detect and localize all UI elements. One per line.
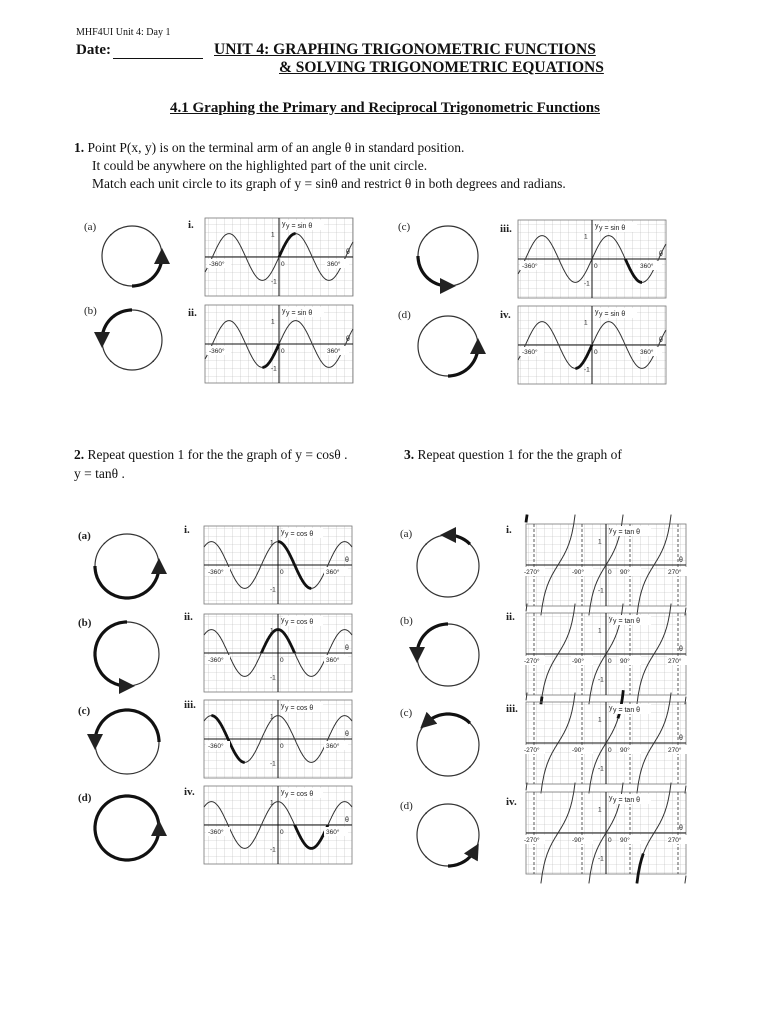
tick-label: -270° bbox=[524, 747, 540, 754]
circle-tick bbox=[110, 234, 112, 236]
tick-neg: -360° bbox=[208, 743, 224, 750]
q2-circle-c bbox=[95, 710, 159, 774]
tick-neg: -360° bbox=[208, 569, 224, 576]
axis-theta-label: θ bbox=[659, 251, 663, 258]
circle-tick bbox=[425, 543, 427, 545]
tick-one: 1 bbox=[598, 627, 602, 635]
highlighted-arc bbox=[426, 714, 470, 723]
tick-zero: 0 bbox=[281, 261, 285, 268]
q3-graph-label-i: i. bbox=[506, 524, 512, 536]
circle-tick bbox=[425, 766, 427, 768]
tick-label: -90° bbox=[572, 747, 584, 754]
q2-graph-label-ii: ii. bbox=[184, 611, 193, 623]
highlighted-arc bbox=[448, 346, 478, 376]
q2-circle-b bbox=[95, 622, 159, 686]
q3-circle-d bbox=[417, 804, 479, 866]
tick-pos: 360° bbox=[326, 743, 340, 750]
graph-title: y = sin θ bbox=[286, 310, 313, 317]
axis-theta-label: θ bbox=[346, 336, 350, 343]
graph-title: y = tan θ bbox=[613, 797, 641, 804]
axis-y-label: y bbox=[609, 616, 613, 623]
q3-circle-c bbox=[417, 714, 479, 776]
q3-circle-label-c: (c) bbox=[400, 707, 413, 719]
graph-title: y = tan θ bbox=[613, 707, 641, 714]
q2-graph-label-iii: iii. bbox=[184, 699, 196, 711]
q1-graph-ii bbox=[205, 305, 353, 383]
circle-tick bbox=[149, 543, 151, 545]
tick-one: 1 bbox=[270, 539, 274, 547]
tick-minus-one: -1 bbox=[584, 366, 590, 374]
tick-zero: 0 bbox=[594, 349, 598, 356]
q1-line3: Match each unit circle to its graph of y = sinθ and restrict θ in both degrees and radians. bbox=[92, 176, 566, 191]
axis-theta-label: θ bbox=[346, 249, 350, 256]
axis-theta-label: θ bbox=[679, 557, 683, 564]
q1-graph-label-ii: ii. bbox=[188, 307, 197, 319]
section-title: 4.1 Graphing the Primary and Reciprocal Trigonometric Functions bbox=[170, 100, 600, 116]
q3-graph-iv bbox=[523, 783, 689, 884]
tick-label: 90° bbox=[620, 569, 630, 576]
q2-circle-a bbox=[95, 534, 159, 598]
axis-theta-label: θ bbox=[679, 735, 683, 742]
q2-graph-label-i: i. bbox=[184, 524, 190, 536]
tick-zero: 0 bbox=[280, 569, 284, 576]
tick-one: 1 bbox=[584, 319, 588, 327]
circle-tick bbox=[425, 676, 427, 678]
q1-circle-d bbox=[418, 316, 478, 376]
axis-y-label: y bbox=[281, 703, 285, 710]
axis-theta-label: θ bbox=[679, 825, 683, 832]
highlighted-arc bbox=[95, 566, 159, 598]
circle-tick bbox=[426, 234, 428, 236]
circle-tick bbox=[469, 587, 471, 589]
circle-tick bbox=[149, 764, 151, 766]
q3-graph-label-iv: iv. bbox=[506, 796, 517, 808]
q2-graph-iv bbox=[204, 786, 352, 864]
tick-pos: 360° bbox=[326, 829, 340, 836]
graph-title: y = cos θ bbox=[285, 619, 314, 626]
tick-label: 270° bbox=[668, 837, 682, 844]
tick-label: -90° bbox=[572, 569, 584, 576]
q1-graph-iii bbox=[518, 220, 666, 298]
q3-graph-i bbox=[523, 515, 689, 616]
axis-theta-label: θ bbox=[679, 646, 683, 653]
tick-zero: 0 bbox=[608, 658, 612, 665]
unit-title-prefix: UNIT 4 bbox=[214, 41, 265, 58]
q2-graph-iii bbox=[204, 700, 352, 778]
circle-tick bbox=[152, 234, 154, 236]
circle-tick bbox=[469, 766, 471, 768]
circle-tick bbox=[425, 812, 427, 814]
highlighted-arc bbox=[448, 851, 475, 867]
tick-zero: 0 bbox=[280, 829, 284, 836]
tick-label: 270° bbox=[668, 569, 682, 576]
tick-minus-one: -1 bbox=[270, 760, 276, 768]
tick-minus-one: -1 bbox=[270, 674, 276, 682]
tick-minus-one: -1 bbox=[598, 587, 604, 595]
circle-tick bbox=[426, 366, 428, 368]
tick-one: 1 bbox=[598, 538, 602, 546]
tick-pos: 360° bbox=[327, 348, 341, 355]
unit-title-line2: & SOLVING TRIGONOMETRIC EQUATIONS bbox=[279, 59, 604, 76]
circle-tick bbox=[469, 632, 471, 634]
tick-neg: -360° bbox=[209, 348, 225, 355]
tick-one: 1 bbox=[598, 806, 602, 814]
tick-one: 1 bbox=[271, 231, 275, 239]
axis-theta-label: θ bbox=[345, 557, 349, 564]
q1-circle-label-c: (c) bbox=[398, 221, 411, 233]
tick-zero: 0 bbox=[281, 348, 285, 355]
tick-label: 90° bbox=[620, 837, 630, 844]
graph-title: y = cos θ bbox=[285, 791, 314, 798]
tick-label: 270° bbox=[668, 747, 682, 754]
q2-circle-label-b: (b) bbox=[78, 617, 92, 629]
circle-tick bbox=[468, 234, 470, 236]
tick-pos: 360° bbox=[327, 261, 341, 268]
highlighted-arc bbox=[418, 256, 448, 286]
q1-graph-label-iii: iii. bbox=[500, 223, 512, 235]
tick-pos: 360° bbox=[326, 569, 340, 576]
graph-title: y = cos θ bbox=[285, 531, 314, 538]
tick-one: 1 bbox=[271, 318, 275, 326]
circle-tick bbox=[469, 676, 471, 678]
axis-y-label: y bbox=[281, 529, 285, 536]
circle-tick bbox=[110, 360, 112, 362]
circle-tick bbox=[425, 587, 427, 589]
tick-minus-one: -1 bbox=[270, 586, 276, 594]
q1-number: 1. bbox=[74, 140, 85, 155]
tick-neg: -360° bbox=[208, 829, 224, 836]
circle-tick bbox=[152, 318, 154, 320]
axis-y-label: y bbox=[595, 309, 599, 316]
circle-tick bbox=[468, 276, 470, 278]
graph-title: y = cos θ bbox=[285, 705, 314, 712]
tick-neg: -360° bbox=[209, 261, 225, 268]
tick-zero: 0 bbox=[608, 747, 612, 754]
q1-circle-label-a: (a) bbox=[84, 221, 97, 233]
axis-y-label: y bbox=[595, 223, 599, 230]
tick-zero: 0 bbox=[280, 743, 284, 750]
q2-text: Repeat question 1 for the the graph of y = cosθ . bbox=[87, 447, 348, 462]
q3-circle-label-b: (b) bbox=[400, 615, 413, 627]
tick-neg: -360° bbox=[208, 657, 224, 664]
tick-zero: 0 bbox=[608, 837, 612, 844]
circle-tick bbox=[469, 812, 471, 814]
circle-tick bbox=[104, 543, 106, 545]
graph-title: y = sin θ bbox=[286, 223, 313, 230]
tick-zero: 0 bbox=[594, 263, 598, 270]
circle-tick bbox=[152, 360, 154, 362]
q2-circle-label-d: (d) bbox=[78, 792, 92, 804]
highlighted-curve bbox=[526, 515, 527, 523]
axis-theta-label: θ bbox=[345, 731, 349, 738]
tick-label: -270° bbox=[524, 569, 540, 576]
tick-minus-one: -1 bbox=[598, 855, 604, 863]
circle-tick bbox=[425, 856, 427, 858]
axis-y-label: y bbox=[282, 308, 286, 315]
axis-y-label: y bbox=[282, 221, 286, 228]
tick-label: 270° bbox=[668, 658, 682, 665]
q3-graph-label-iii: iii. bbox=[506, 703, 518, 715]
q3-graph-label-ii: ii. bbox=[506, 611, 515, 623]
axis-y-label: y bbox=[609, 527, 613, 534]
tick-label: 90° bbox=[620, 658, 630, 665]
highlighted-arc bbox=[95, 710, 159, 742]
q1-graph-label-iv: iv. bbox=[500, 309, 511, 321]
unit-title-line1: : GRAPHING TRIGONOMETRIC FUNCTIONS bbox=[264, 41, 596, 58]
tick-minus-one: -1 bbox=[270, 846, 276, 854]
q2-circle-label-a: (a) bbox=[78, 530, 91, 542]
axis-theta-label: θ bbox=[659, 337, 663, 344]
q2-circle-d bbox=[95, 796, 159, 860]
highlighted-arc bbox=[95, 796, 159, 860]
tick-pos: 360° bbox=[640, 263, 654, 270]
axis-y-label: y bbox=[281, 617, 285, 624]
q3-graph-iii bbox=[523, 690, 689, 793]
circle-tick bbox=[104, 764, 106, 766]
tick-minus-one: -1 bbox=[598, 676, 604, 684]
tick-zero: 0 bbox=[608, 569, 612, 576]
axis-theta-label: θ bbox=[345, 645, 349, 652]
tick-minus-one: -1 bbox=[271, 278, 277, 286]
q1-circle-c bbox=[418, 226, 478, 286]
axis-y-label: y bbox=[281, 789, 285, 796]
q1-graph-iv bbox=[518, 306, 666, 384]
q1-circle-label-b: (b) bbox=[84, 305, 97, 317]
tick-minus-one: -1 bbox=[584, 280, 590, 288]
highlighted-arc bbox=[417, 624, 448, 655]
tick-one: 1 bbox=[270, 799, 274, 807]
axis-theta-label: θ bbox=[345, 817, 349, 824]
q1-graph-i bbox=[205, 218, 353, 296]
highlighted-arc bbox=[95, 622, 127, 686]
tick-label: -90° bbox=[572, 658, 584, 665]
q2-number: 2. bbox=[74, 447, 85, 462]
q1-graph-label-i: i. bbox=[188, 219, 194, 231]
q3-circle-label-a: (a) bbox=[400, 528, 413, 540]
graph-title: y = sin θ bbox=[599, 311, 626, 318]
tick-one: 1 bbox=[598, 716, 602, 724]
tick-minus-one: -1 bbox=[271, 365, 277, 373]
circle-tick bbox=[149, 676, 151, 678]
circle-tick bbox=[149, 631, 151, 633]
q2-graph-i bbox=[204, 526, 352, 604]
tick-pos: 360° bbox=[640, 349, 654, 356]
q1-circle-label-d: (d) bbox=[398, 309, 411, 321]
q3-number: 3. bbox=[404, 447, 415, 462]
tick-label: -270° bbox=[524, 658, 540, 665]
q3-circle-a bbox=[417, 535, 479, 597]
tick-one: 1 bbox=[584, 233, 588, 241]
graph-title: y = sin θ bbox=[599, 225, 626, 232]
q3-graph-ii bbox=[523, 604, 689, 705]
tick-one: 1 bbox=[270, 713, 274, 721]
axis-y-label: y bbox=[609, 705, 613, 712]
graph-title: y = tan θ bbox=[613, 529, 641, 536]
tick-neg: -360° bbox=[522, 263, 538, 270]
q1-circle-b bbox=[102, 310, 162, 370]
tick-neg: -360° bbox=[522, 349, 538, 356]
q2-graph-label-iv: iv. bbox=[184, 786, 195, 798]
tick-pos: 360° bbox=[326, 657, 340, 664]
axis-y-label: y bbox=[609, 795, 613, 802]
tick-minus-one: -1 bbox=[598, 765, 604, 773]
highlighted-arc bbox=[448, 535, 470, 544]
graph-title: y = tan θ bbox=[613, 618, 641, 625]
q2-graph-ii bbox=[204, 614, 352, 692]
tick-one: 1 bbox=[270, 627, 274, 635]
q2-circle-label-c: (c) bbox=[78, 705, 91, 717]
circle-tick bbox=[426, 324, 428, 326]
tick-label: -90° bbox=[572, 837, 584, 844]
highlighted-arc bbox=[132, 256, 162, 286]
course-header: MHF4UI Unit 4: Day 1 bbox=[76, 27, 171, 38]
tick-zero: 0 bbox=[280, 657, 284, 664]
q1-line1: Point P(x, y) is on the terminal arm of an angle θ in standard position. bbox=[87, 140, 465, 155]
tick-label: 90° bbox=[620, 747, 630, 754]
circle-tick bbox=[468, 324, 470, 326]
q3-circle-label-d: (d) bbox=[400, 800, 413, 812]
circle-tick bbox=[110, 276, 112, 278]
q3-text-part1: Repeat question 1 for the the graph of bbox=[417, 447, 622, 462]
q1-circle-a bbox=[102, 226, 162, 286]
tick-label: -270° bbox=[524, 837, 540, 844]
q3-circle-b bbox=[417, 624, 479, 686]
date-label: Date: bbox=[76, 42, 111, 58]
q1-line2: It could be anywhere on the highlighted part of the unit circle. bbox=[92, 158, 428, 173]
highlighted-arc bbox=[102, 310, 132, 340]
q3-text-part2: y = tanθ . bbox=[74, 466, 125, 481]
